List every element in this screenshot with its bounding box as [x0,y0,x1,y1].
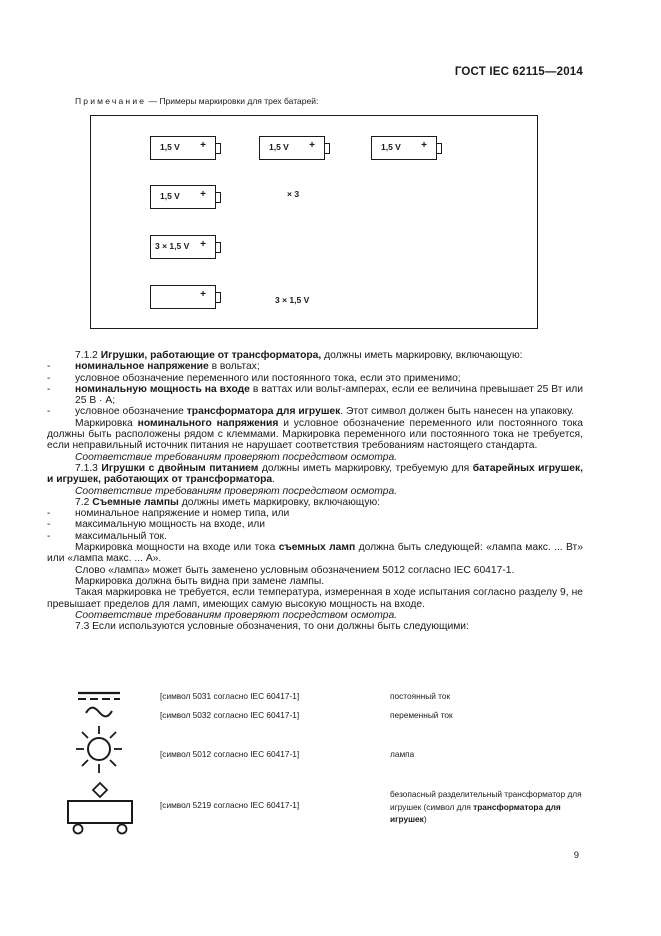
list-item: - номинальное напряжение и номер типа, или [47,508,290,520]
paragraph: 7.3 Если используются условные обозначения, то они должны быть следующими: [75,621,469,633]
list-item: - максимальный ток. [47,530,167,542]
symbol-description: постоянный ток [390,691,451,701]
paragraph: 7.2 Съемные лампы должны иметь маркировку, включающую: [75,496,381,508]
toy-transformer-icon [64,780,136,836]
paragraph: Маркировка должна быть видна при замене лампы. [75,575,325,587]
note-label: Примечание [75,96,147,106]
battery-voltage-label: 1,5 V [381,142,401,152]
page-header-standard: ГОСТ IEC 62115—2014 [454,66,583,78]
battery-terminal [215,242,221,253]
battery-terminal [324,143,330,154]
three-by-voltage-label: 3 × 1,5 V [275,295,310,305]
note [75,96,318,106]
battery-plus-sign: + [200,140,206,151]
battery-figure [150,136,216,160]
paragraph: Такая маркировка не требуется, если температура, измеренная в ходе испытания согласно разделу 9, не превышает пределов для ламп, имеющих самую высокую мощность на входе. [47,587,583,610]
battery-voltage-label: 3 × 1,5 V [155,241,190,251]
battery-terminal [215,143,221,154]
battery-figure [371,136,437,160]
symbol-description: переменный ток [390,710,453,720]
note-text: — Примеры маркировки для трех батарей: [148,96,319,106]
battery-figure [150,185,216,209]
paragraph: 7.1.2 Игрушки, работающие от трансформатора, должны иметь маркировку, включающую: [75,350,523,361]
lamp-icon [74,724,124,776]
paragraph: Маркировка мощности на входе или тока съемных ламп должна быть следующей: «лампа макс. ... Вт» или «лампа макс. ... А». [47,542,583,565]
battery-figure [150,285,216,309]
symbol-description: безопасный разделительный трансформатор для игрушек (символ для трансформатора для игрушек) [390,789,582,824]
symbol-reference: [символ 5012 согласно IEC 60417-1] [160,749,300,759]
times-three-label: × 3 [287,189,300,199]
direct-current-icon [76,690,122,702]
paragraph: 7.1.3 Игрушки с двойным питанием должны иметь маркировку, требуемую для батарейных игрушек, и игрушек, работающих от трансформатора. [47,462,583,486]
battery-figure [259,136,325,160]
list-item: - условное обозначение трансформатора для игрушек. Этот символ должен быть нанесен на упаковку. [47,406,575,418]
symbol-reference: [символ 5032 согласно IEC 60417-1] [160,710,300,720]
page-number: 9 [573,850,579,861]
alternating-current-icon [84,706,114,718]
compliance-note: Соответствие требованиям проверяют посредством осмотра. [75,485,398,497]
battery-figure [150,235,216,259]
battery-plus-sign: + [200,289,206,300]
symbol-description: лампа [390,749,415,759]
battery-plus-sign: + [309,140,315,151]
battery-marking-examples-box [90,115,538,329]
battery-terminal [215,292,221,303]
list-item: - максимальную мощность на входе, или [47,519,265,531]
battery-plus-sign: + [200,239,206,250]
symbol-reference: [символ 5031 согласно IEC 60417-1] [160,691,300,701]
compliance-note: Соответствие требованиям проверяют посредством осмотра. [75,451,398,463]
list-item: - номинальную мощность на входе в ваттах или вольт-амперах, если ее величина превышает 25 Вт или 25 В · А; [47,383,583,407]
battery-voltage-label: 1,5 V [160,142,180,152]
battery-terminal [215,192,221,203]
compliance-note: Соответствие требованиям проверяют посредством осмотра. [75,609,398,621]
body-text [47,350,583,632]
battery-plus-sign: + [421,140,427,151]
battery-voltage-label: 1,5 V [160,191,180,201]
paragraph: Маркировка номинального напряжения и условное обозначение переменного или постоянного тока должны быть расположены рядом с клеммами. Маркировка переменного или постоянного тока не требуется, если неправильный источник питания не нарушает соответствия требованиям настоящего стандарта. [47,417,583,452]
battery-terminal [436,143,442,154]
battery-plus-sign: + [200,189,206,200]
symbol-reference: [символ 5219 согласно IEC 60417-1] [160,800,300,810]
list-item: - условное обозначение переменного или постоянного тока, если это применимо; [47,372,461,384]
paragraph: Слово «лампа» может быть заменено условным обозначением 5012 согласно IEC 60417-1. [75,564,515,576]
list-item: - номинальное напряжение в вольтах; [47,361,260,373]
battery-voltage-label: 1,5 V [269,142,289,152]
